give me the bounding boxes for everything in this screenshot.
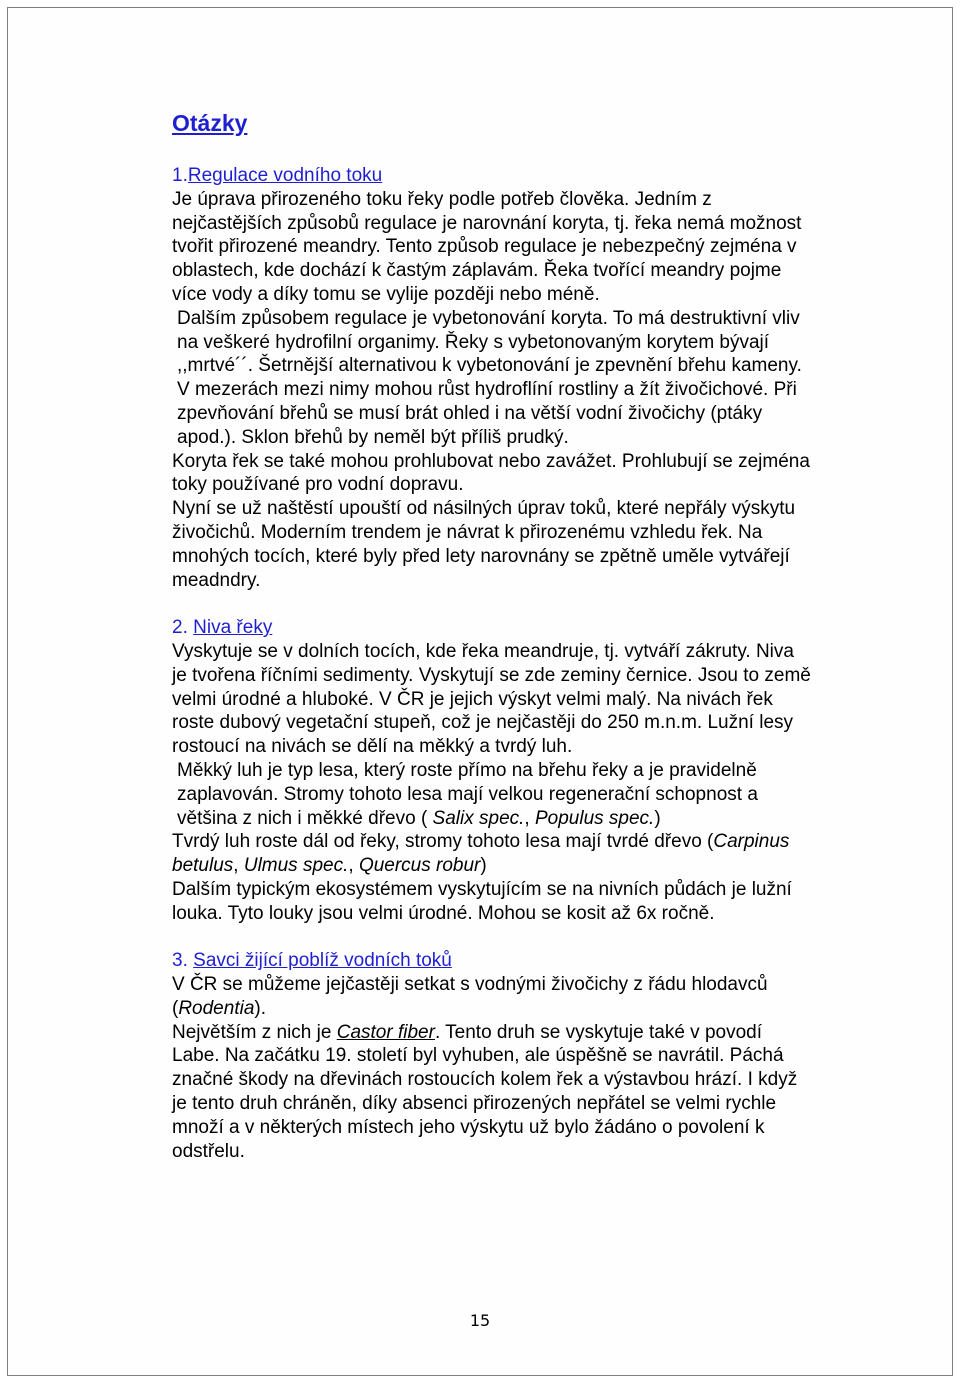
section-2-paragraph-1: Vyskytuje se v dolních tocích, kde řeka meandruje, tj. vytváří zákruty. Niva je tvořena říčními sedimenty. Vyskytují se zde zeminy černice. Jsou to země velmi úrodné a hluboké. V ČR je jejich výskyt velmi malý. Na nivách řek roste dubový vegetační stupeň, což je nejčastěji do 250 m.n.m. Lužní lesy rostoucí na nivách se dělí na měkký a tvrdý luh. — [172, 640, 811, 758]
section-3-link[interactable]: Savci žijící poblíž vodních toků — [193, 950, 452, 972]
spacer — [172, 926, 812, 950]
tvrdy-luh-text: Tvrdý luh roste dál od řeky, stromy tohoto lesa mají tvrdé dřevo ( — [172, 831, 714, 853]
species-quercus: Quercus robur — [358, 855, 481, 877]
closing-paren: ) — [480, 855, 487, 877]
section-2-tvrdy-luh — [172, 830, 812, 878]
section-1-paragraph-4: Nyní se už naštěstí upouští od násilných úprav toků, které nepřály výskytu živočichů. Moderním trendem je návrat k přirozenému vzhledu řek. Na mnohých tocích, které byly před lety narovnány se zpětně uměle vytvářejí meadndry. — [172, 498, 796, 591]
species-carpinus: Carpinus betulus — [172, 831, 790, 877]
section-2-luzni-louka: Dalším typickým ekosystémem vyskytujícím se na nivních půdách je lužní louka. Tyto louky jsou velmi úrodné. Mohou se kosit až 6x ročně. — [172, 878, 792, 924]
species-populus: Populus spec. — [534, 807, 655, 829]
closing-paren: ) — [654, 807, 661, 829]
mekky-luh-text: Měkký luh je typ lesa, který roste přímo na břehu řeky a je pravidelně zaplavován. Stromy tohoto lesa mají velkou regenerační schopnost a většina z nich i měkké dřevo ( — [177, 759, 758, 829]
section-3-number: 3. — [172, 950, 188, 972]
section-3-intro — [172, 973, 812, 1021]
species-castor-fiber[interactable]: Castor fiber — [336, 1021, 435, 1043]
section-1-paragraph-2: Dalším způsobem regulace je vybetonování koryta. To má destruktivní vliv na veškeré hydrofilní organimy. Řeky s vybetonovaným korytem bývají ,,mrtvé´´. Šetrnější alternativou k vybetonování je zpevnění břehu kameny. V mezerách mezi nimy mohou růst hydroflíní rostliny a žít živočichové. Při zpevňování břehů se musí brát ohled i na větší vodní živočichy (ptáky apod.). Sklon břehů by neměl být příliš prudký. — [177, 307, 802, 448]
section-1-heading — [172, 164, 812, 188]
page-number: 15 — [469, 1311, 491, 1330]
castor-text-before: Největším z nich je — [172, 1021, 337, 1043]
castor-text-after: . Tento druh se vyskytuje také v povodí Labe. Na začátku 19. století byl vyhuben, ale úspěšně se navrátil. Páchá značné škody na dřevinách rostoucích kolem řek a výstavbou hrází. I když je tento druh chráněn, díky absenci přirozených nepřátel se velmi rychle množí a v některých místech jeho výskytu už bylo žádáno o povolení k odstřelu. — [172, 1021, 798, 1162]
section-2-mekky-luh — [172, 759, 812, 830]
order-rodentia: Rodentia — [178, 997, 255, 1019]
separator: , — [233, 855, 244, 877]
separator: , — [524, 807, 535, 829]
section-2-number: 2. — [172, 617, 188, 639]
section-1-paragraph-1: Je úprava přirozeného toku řeky podle potřeb člověka. Jedním z nejčastějších způsobů regulace je narovnání koryta, tj. řeka nemá možnost tvořit přirozené meandry. Tento způsob regulace je nebezpečný zejména v oblastech, kde dochází k častým záplavám. Řeka tvořící meandry pojme více vody a díky tomu se vylije později nebo méně. — [172, 188, 802, 305]
section-2-heading — [172, 616, 812, 640]
page-title[interactable]: Otázky — [172, 110, 248, 136]
separator: , — [348, 855, 359, 877]
species-salix: Salix spec. — [432, 807, 525, 829]
section-2-link[interactable]: Niva řeky — [193, 617, 273, 639]
species-ulmus: Ulmus spec. — [243, 855, 349, 877]
intro-text: V ČR se můžeme jejčastěji setkat s vodnými živočichy z řádu hlodavců ( — [172, 974, 768, 1019]
section-1-number: 1. — [172, 165, 188, 186]
section-1-link[interactable]: Regulace vodního toku — [187, 165, 383, 186]
intro-end: ). — [254, 997, 266, 1019]
section-3-castor — [172, 1021, 812, 1164]
document-body — [172, 108, 812, 1163]
section-1-paragraph-3: Koryta řek se také mohou prohlubovat nebo zavážet. Prohlubují se zejména toky používané pro vodní dopravu. — [172, 450, 810, 496]
section-3-heading — [172, 949, 812, 973]
spacer — [172, 592, 812, 616]
